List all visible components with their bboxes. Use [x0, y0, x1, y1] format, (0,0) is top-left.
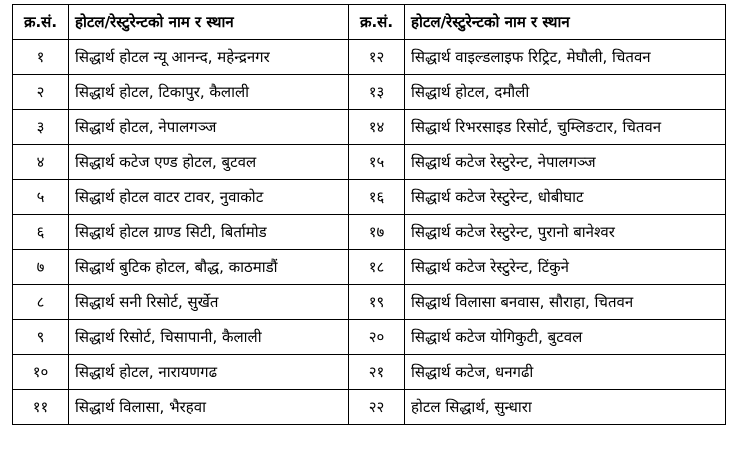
table-row — [13, 390, 726, 425]
hotel-name-right: सिद्धार्थ कटेज रेस्टुरेन्ट, पुरानो बानेश्वर — [405, 215, 726, 250]
hotel-name-right: सिद्धार्थ कटेज योगिकुटी, बुटवल — [405, 320, 726, 355]
serial-number-left: ३ — [13, 110, 69, 145]
serial-number-left: ७ — [13, 250, 69, 285]
serial-number-right: १८ — [349, 250, 405, 285]
hotel-name-right: सिद्धार्थ वाइल्डलाइफ रिट्रिट, मेघौली, चितवन — [405, 40, 726, 75]
hotel-name-right: सिद्धार्थ विलासा बनवास, सौराहा, चितवन — [405, 285, 726, 320]
hotel-name-right: होटल सिद्धार्थ, सुन्धारा — [405, 390, 726, 425]
header-serial-left: क्र.सं. — [13, 5, 69, 40]
hotel-name-right: सिद्धार्थ होटल, दमौली — [405, 75, 726, 110]
serial-number-right: २२ — [349, 390, 405, 425]
serial-number-left: १० — [13, 355, 69, 390]
serial-number-left: २ — [13, 75, 69, 110]
table-body — [13, 40, 726, 425]
table-row — [13, 320, 726, 355]
hotel-table — [12, 4, 726, 425]
hotel-name-left: सिद्धार्थ होटल ग्राण्ड सिटी, बिर्तामोड — [69, 215, 349, 250]
table-row — [13, 110, 726, 145]
hotel-name-right: सिद्धार्थ कटेज रेस्टुरेन्ट, टिंकुने — [405, 250, 726, 285]
serial-number-right: २० — [349, 320, 405, 355]
serial-number-left: ६ — [13, 215, 69, 250]
serial-number-right: २१ — [349, 355, 405, 390]
table-row — [13, 215, 726, 250]
hotel-name-right: सिद्धार्थ कटेज रेस्टुरेन्ट, नेपालगञ्ज — [405, 145, 726, 180]
serial-number-left: ११ — [13, 390, 69, 425]
hotel-list-document — [12, 4, 726, 425]
hotel-name-left: सिद्धार्थ होटल, टिकापुर, कैलाली — [69, 75, 349, 110]
serial-number-left: ८ — [13, 285, 69, 320]
table-row — [13, 75, 726, 110]
header-name-left: होटल/रेस्टुरेन्टको नाम र स्थान — [69, 5, 349, 40]
hotel-name-left: सिद्धार्थ होटल, नारायणगढ — [69, 355, 349, 390]
hotel-name-left: सिद्धार्थ होटल, नेपालगञ्ज — [69, 110, 349, 145]
hotel-name-left: सिद्धार्थ सनी रिसोर्ट, सुर्खेत — [69, 285, 349, 320]
hotel-name-left: सिद्धार्थ विलासा, भैरहवा — [69, 390, 349, 425]
hotel-name-left: सिद्धार्थ होटल वाटर टावर, नुवाकोट — [69, 180, 349, 215]
hotel-name-left: सिद्धार्थ कटेज एण्ड होटल, बुटवल — [69, 145, 349, 180]
hotel-name-left: सिद्धार्थ बुटिक होटल, बौद्ध, काठमाडौं — [69, 250, 349, 285]
hotel-name-right: सिद्धार्थ कटेज, धनगढी — [405, 355, 726, 390]
hotel-name-right: सिद्धार्थ कटेज रेस्टुरेन्ट, धोबीघाट — [405, 180, 726, 215]
serial-number-right: १४ — [349, 110, 405, 145]
table-row — [13, 250, 726, 285]
table-row — [13, 145, 726, 180]
hotel-name-left: सिद्धार्थ होटल न्यू आनन्द, महेन्द्रनगर — [69, 40, 349, 75]
hotel-name-left: सिद्धार्थ रिसोर्ट, चिसापानी, कैलाली — [69, 320, 349, 355]
table-row — [13, 285, 726, 320]
header-serial-right: क्र.सं. — [349, 5, 405, 40]
serial-number-right: १९ — [349, 285, 405, 320]
table-row — [13, 40, 726, 75]
serial-number-right: १३ — [349, 75, 405, 110]
table-row — [13, 355, 726, 390]
serial-number-left: ९ — [13, 320, 69, 355]
table-row — [13, 180, 726, 215]
serial-number-left: ४ — [13, 145, 69, 180]
hotel-name-right: सिद्धार्थ रिभरसाइड रिसोर्ट, चुम्लिङटार, चितवन — [405, 110, 726, 145]
serial-number-right: १२ — [349, 40, 405, 75]
serial-number-right: १७ — [349, 215, 405, 250]
serial-number-right: १६ — [349, 180, 405, 215]
header-name-right: होटल/रेस्टुरेन्टको नाम र स्थान — [405, 5, 726, 40]
serial-number-right: १५ — [349, 145, 405, 180]
table-header-row — [13, 5, 726, 40]
serial-number-left: ५ — [13, 180, 69, 215]
serial-number-left: १ — [13, 40, 69, 75]
